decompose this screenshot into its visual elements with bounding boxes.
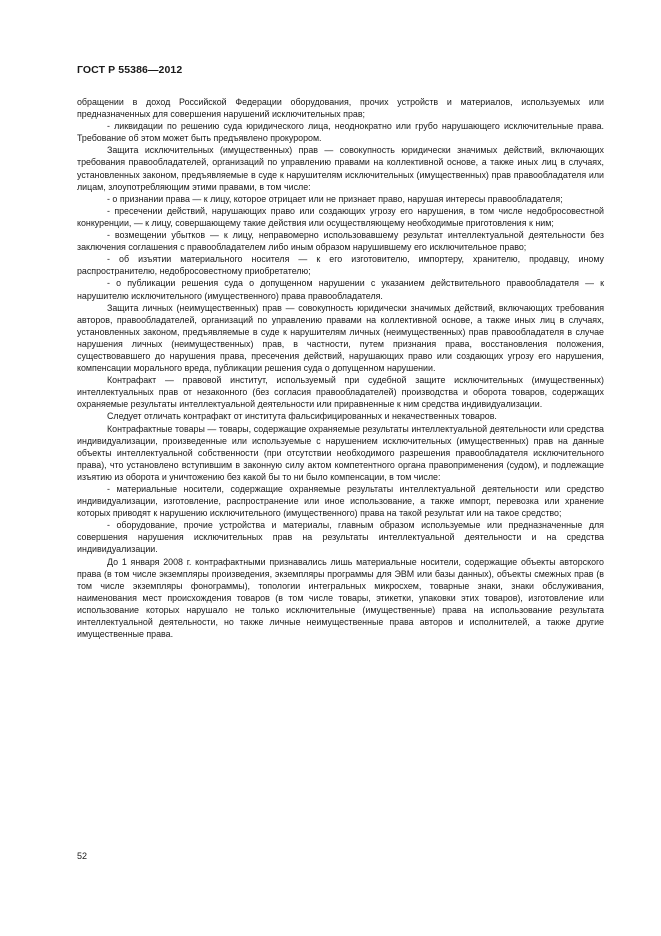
- paragraph: - возмещении убытков — к лицу, неправомерно использовавшему результат интеллектуальной деятельности без заключения соглашения с правообладателем либо иным образом нарушившему его исключительное право;: [77, 230, 604, 253]
- paragraph: Защита личных (неимущественных) прав — совокупность юридически значимых действий, включающих требования авторов, правообладателей, организаций по управлению правами на коллективной основе, а также иных лиц в случаях, установленных законом, предъявляемые в суде к нарушителям личных (неимущественных) прав правообладателя в случае нарушения личных (неимущественных) прав, в частности, путем признания права, восстановления положения, существовавшего до нарушения права, пресечения действий, нарушающих право или создающих угрозу его нарушения, компенсации морального вреда, публикации решения суда о допущенном нарушении.: [77, 302, 604, 374]
- paragraph: - пресечении действий, нарушающих право или создающих угрозу его нарушения, в том числе недобросовестной конкуренции, — к лицу, совершающему такие действия или осуществляющему необходимые приготовления к ним;: [77, 205, 604, 228]
- paragraph: - оборудование, прочие устройства и материалы, главным образом используемые или предназначенные для совершения нарушения исключительных прав на результаты интеллектуальной деятельности и на средства индивидуализации.: [77, 520, 604, 555]
- document-body: [77, 96, 604, 640]
- paragraph: обращении в доход Российской Федерации оборудования, прочих устройств и материалов, используемых или предназначенных для совершения нарушений исключительных прав;: [77, 97, 604, 120]
- paragraph: - материальные носители, содержащие охраняемые результаты интеллектуальной деятельности или средство индивидуализации, изготовление, распространение или иное использование, а также импорт, перевозка или хранение которых приводят к нарушению исключительного (имущественного) права на такой результат или на такое средство;: [77, 484, 604, 519]
- paragraph: Защита исключительных (имущественных) прав — совокупность юридически значимых действий, включающих требования правообладателей, организаций по управлению правами на коллективной основе, а также иных лиц в случаях, установленных законом, предъявляемые в суде к нарушителям исключительных (имущественных) прав правообладателя или лицам, злоупотребляющим этими правами, в том числе:: [77, 145, 604, 192]
- paragraph: - ликвидации по решению суда юридического лица, неоднократно или грубо нарушающего исключительные права. Требование об этом может быть предъявлено прокурором.: [77, 121, 604, 144]
- page-number: 52: [77, 851, 88, 861]
- paragraph: Контрафактные товары — товары, содержащие охраняемые результаты интеллектуальной деятельности или средства индивидуализации, произведенные или используемые с нарушением исключительных (имущественных) прав на данные объекты интеллектуальной собственности (при отсутствии необходимого разрешения правообладателя исключительного права), что установлено вступившим в законную силу актом компетентного органа правоприменения (судом), и подлежащие изъятию из оборота и уничтожению без какой бы то ни было компенсации, в том числе:: [77, 423, 604, 482]
- paragraph: - об изъятии материального носителя — к его изготовителю, импортеру, хранителю, продавцу, иному распространителю, недобросовестному приобретателю;: [77, 254, 604, 277]
- paragraph: - о публикации решения суда о допущенном нарушении с указанием действительного правообладателя — к нарушителю исключительного (имущественного) права правообладателя.: [77, 278, 604, 301]
- paragraph: До 1 января 2008 г. контрафактными признавались лишь материальные носители, содержащие объекты авторского права (в том числе экземпляры произведения, экземпляры программы для ЭВМ или базы данных), объекты смежных прав (в том числе экземпляры фонограммы), топологии интегральных микросхем, товарные знаки, знаки обслуживания, наименования мест происхождения товаров (в том числе товары, этикетки, упаковки этих товаров), изготовление или использование которых нарушало не только исключительные (имущественные) права на использование результата интеллектуальной деятельности, но также личные неимущественные права авторов и исполнителей, а также другие имущественные права.: [77, 556, 604, 640]
- paragraph: - о признании права — к лицу, которое отрицает или не признает право, нарушая интересы правообладателя;: [107, 193, 563, 204]
- paragraph: Следует отличать контрафакт от института фальсифицированных и некачественных товаров.: [107, 411, 497, 422]
- paragraph: Контрафакт — правовой институт, используемый при судебной защите исключительных (имущественных) интеллектуальных прав от незаконного (без согласия правообладателей) производства и оборота товаров, содержащих охраняемые результаты интеллектуальной деятельности или приравненные к ним средства индивидуализации.: [77, 375, 604, 410]
- document-header: ГОСТ Р 55386—2012: [77, 64, 183, 76]
